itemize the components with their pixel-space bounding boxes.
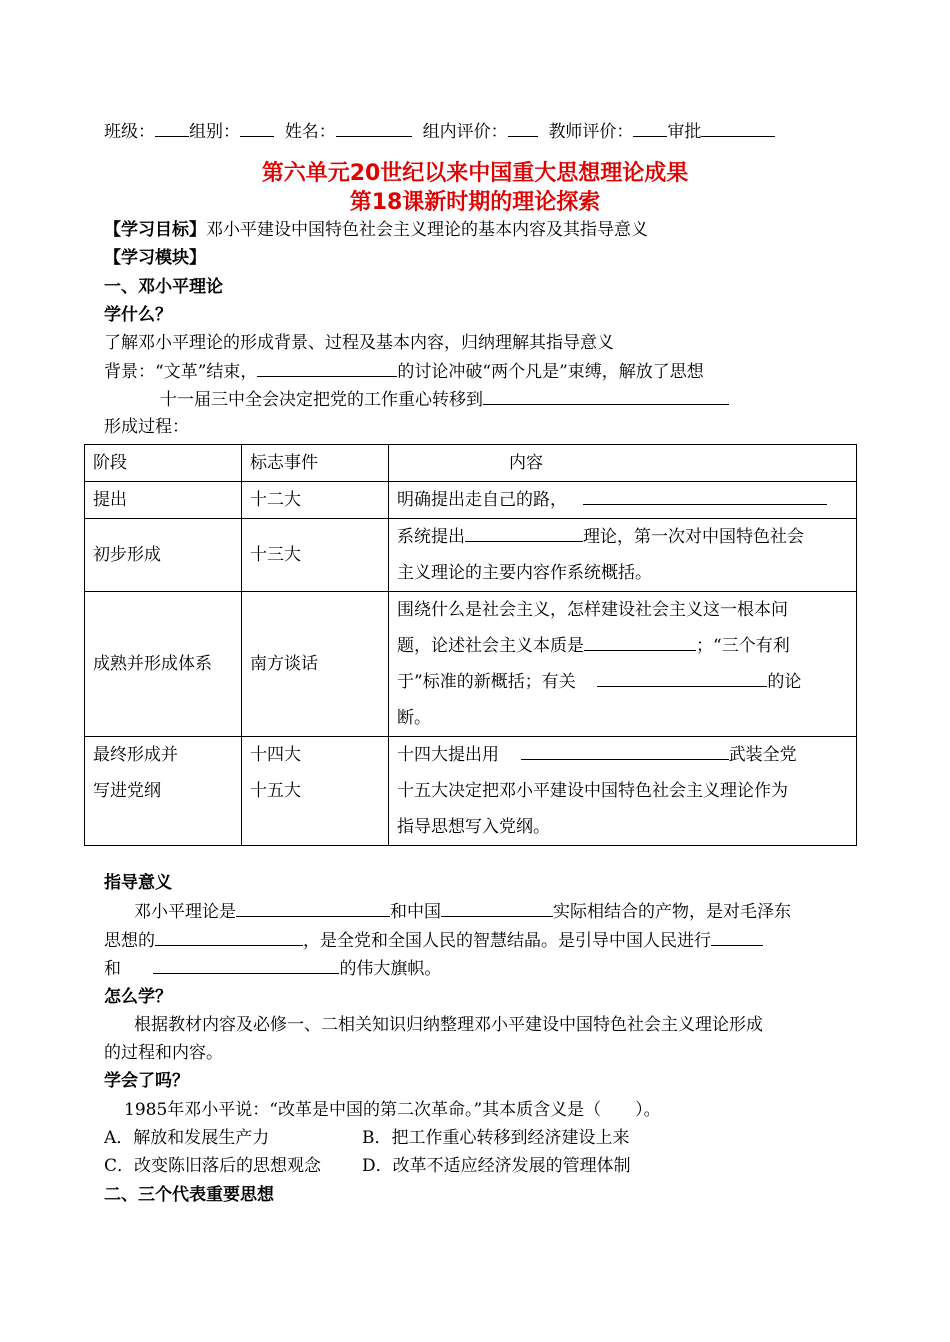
plenum-line bbox=[160, 386, 729, 413]
header-content: 内容 bbox=[389, 445, 857, 482]
guide-blank-5[interactable] bbox=[153, 955, 339, 974]
table-row bbox=[85, 482, 857, 519]
plenum-blank[interactable] bbox=[483, 386, 729, 405]
plenum-text: 十一届三中全会决定把党的工作重心转移到 bbox=[160, 390, 483, 410]
row4-content bbox=[389, 737, 857, 846]
module-tag: 【学习模块】 bbox=[104, 248, 206, 268]
row2-event: 十三大 bbox=[242, 519, 389, 592]
row3-event: 南方谈话 bbox=[242, 592, 389, 737]
how-learn-text-1: 根据教材内容及必修一、二相关知识归纳整理邓小平建设中国特色社会主义理论形成 bbox=[134, 1015, 763, 1035]
row3-blank-2[interactable] bbox=[597, 668, 767, 687]
row3-content-d: 于”标准的新概括；有关 bbox=[397, 672, 576, 692]
goal-tag: 【学习目标】 bbox=[104, 220, 206, 240]
row4-content-a: 十四大提出用 bbox=[397, 745, 499, 765]
row3-stage: 成熟并形成体系 bbox=[85, 592, 242, 737]
row4-event-b: 十五大 bbox=[250, 781, 301, 801]
guide-blank-3[interactable] bbox=[155, 927, 303, 946]
row3-content-e: 的论 bbox=[767, 672, 802, 692]
row4-stage-a: 最终形成并 bbox=[93, 745, 178, 765]
option-a[interactable]: A．解放和发展生产力 bbox=[104, 1128, 270, 1148]
section-1-heading: 一、邓小平理论 bbox=[104, 277, 223, 297]
header-line bbox=[104, 118, 775, 145]
guide-blank-2[interactable] bbox=[441, 898, 553, 917]
guide-blank-1[interactable] bbox=[236, 898, 390, 917]
goal-line bbox=[104, 217, 648, 243]
how-learn-text-2: 的过程和内容。 bbox=[104, 1043, 223, 1063]
row4-event-a: 十四大 bbox=[250, 745, 301, 765]
row1-blank[interactable] bbox=[583, 486, 827, 505]
check-heading: 学会了吗？ bbox=[104, 1071, 189, 1091]
row4-stage bbox=[85, 737, 242, 846]
guide-heading: 指导意义 bbox=[104, 873, 172, 893]
row2-content-c: 主义理论的主要内容作系统概括。 bbox=[397, 563, 652, 583]
what-learn-text: 了解邓小平理论的形成背景、过程及基本内容，归纳理解其指导意义 bbox=[104, 333, 614, 353]
guide-line-1 bbox=[134, 898, 791, 925]
group-blank[interactable] bbox=[240, 118, 274, 137]
row4-blank[interactable] bbox=[521, 741, 729, 760]
name-blank[interactable] bbox=[336, 118, 412, 137]
row2-stage: 初步形成 bbox=[85, 519, 242, 592]
guide-d: 思想的 bbox=[104, 931, 155, 951]
row4-content-d: 指导思想写入党纲。 bbox=[397, 817, 550, 837]
background-a: 背景：“文革”结束， bbox=[104, 362, 258, 382]
option-d[interactable]: D．改革不适应经济发展的管理体制 bbox=[362, 1156, 631, 1176]
guide-g: 的伟大旗帜。 bbox=[339, 959, 442, 979]
group-label: 组别： bbox=[189, 122, 240, 142]
row4-content-b: 武装全党 bbox=[728, 745, 797, 765]
row1-event: 十二大 bbox=[242, 482, 389, 519]
row1-stage: 提出 bbox=[85, 482, 242, 519]
row1-content-text: 明确提出走自己的路， bbox=[397, 490, 567, 510]
guide-c: 实际相结合的产物，是对毛泽东 bbox=[553, 902, 791, 922]
row4-stage-b: 写进党纲 bbox=[93, 781, 161, 801]
guide-e: ，是全党和全国人民的智慧结晶。是引导中国人民进行 bbox=[303, 931, 711, 951]
goal-text: 邓小平建设中国特色社会主义理论的基本内容及其指导意义 bbox=[206, 220, 648, 240]
approve-blank[interactable] bbox=[701, 118, 775, 137]
how-learn-heading: 怎么学？ bbox=[104, 987, 172, 1007]
name-label: 姓名： bbox=[284, 122, 336, 142]
option-c[interactable]: C．改变陈旧落后的思想观念 bbox=[104, 1156, 322, 1176]
process-label: 形成过程： bbox=[104, 417, 189, 437]
group-eval-label: 组内评价： bbox=[422, 122, 508, 142]
row2-content-b: 理论，第一次对中国特色社会 bbox=[583, 527, 804, 547]
background-blank[interactable] bbox=[257, 358, 397, 377]
lesson-title: 第18课新时期的理论探索 bbox=[349, 190, 601, 215]
guide-line-2 bbox=[104, 927, 763, 954]
row3-content-a: 围绕什么是社会主义，怎样建设社会主义这一根本问 bbox=[397, 600, 788, 620]
guide-a: 邓小平理论是 bbox=[134, 902, 236, 922]
row4-content-c: 十五大决定把邓小平建设中国特色社会主义理论作为 bbox=[397, 781, 788, 801]
option-b[interactable]: B．把工作重心转移到经济建设上来 bbox=[362, 1128, 630, 1148]
teacher-eval-label: 教师评价： bbox=[548, 122, 634, 142]
row1-content bbox=[389, 482, 857, 519]
row2-content-a: 系统提出 bbox=[397, 527, 465, 547]
approve-label: 审批 bbox=[667, 122, 702, 142]
row3-blank-1[interactable] bbox=[584, 632, 696, 651]
table-row bbox=[85, 519, 857, 592]
row4-event bbox=[242, 737, 389, 846]
guide-f: 和 bbox=[104, 959, 121, 979]
formation-table bbox=[84, 444, 857, 846]
guide-blank-4[interactable] bbox=[711, 927, 763, 946]
row3-content-f: 断。 bbox=[397, 708, 431, 728]
background-line bbox=[104, 358, 704, 385]
what-learn-heading: 学什么？ bbox=[104, 305, 172, 325]
header-event: 标志事件 bbox=[242, 445, 389, 482]
class-blank[interactable] bbox=[155, 118, 189, 137]
table-header-row bbox=[85, 445, 857, 482]
table-row bbox=[85, 737, 857, 846]
teacher-eval-blank[interactable] bbox=[633, 118, 667, 137]
header-stage: 阶段 bbox=[85, 445, 242, 482]
row3-content-c: ；“三个有利 bbox=[696, 636, 790, 656]
guide-b: 和中国 bbox=[390, 902, 441, 922]
row3-content-b: 题，论述社会主义本质是 bbox=[397, 636, 584, 656]
group-eval-blank[interactable] bbox=[508, 118, 538, 137]
row3-content bbox=[389, 592, 857, 737]
unit-title: 第六单元20世纪以来中国重大思想理论成果 bbox=[261, 161, 689, 186]
class-label: 班级： bbox=[104, 122, 155, 142]
guide-line-3 bbox=[104, 955, 441, 982]
row2-blank[interactable] bbox=[465, 523, 583, 542]
question-stem: 1985年邓小平说：“改革是中国的第二次革命。”其本质含义是（ ）。 bbox=[124, 1100, 661, 1120]
section-2-heading: 二、三个代表重要思想 bbox=[104, 1185, 274, 1205]
row2-content bbox=[389, 519, 857, 592]
background-b: 的讨论冲破“两个凡是”束缚，解放了思想 bbox=[397, 362, 704, 382]
table-row bbox=[85, 592, 857, 737]
